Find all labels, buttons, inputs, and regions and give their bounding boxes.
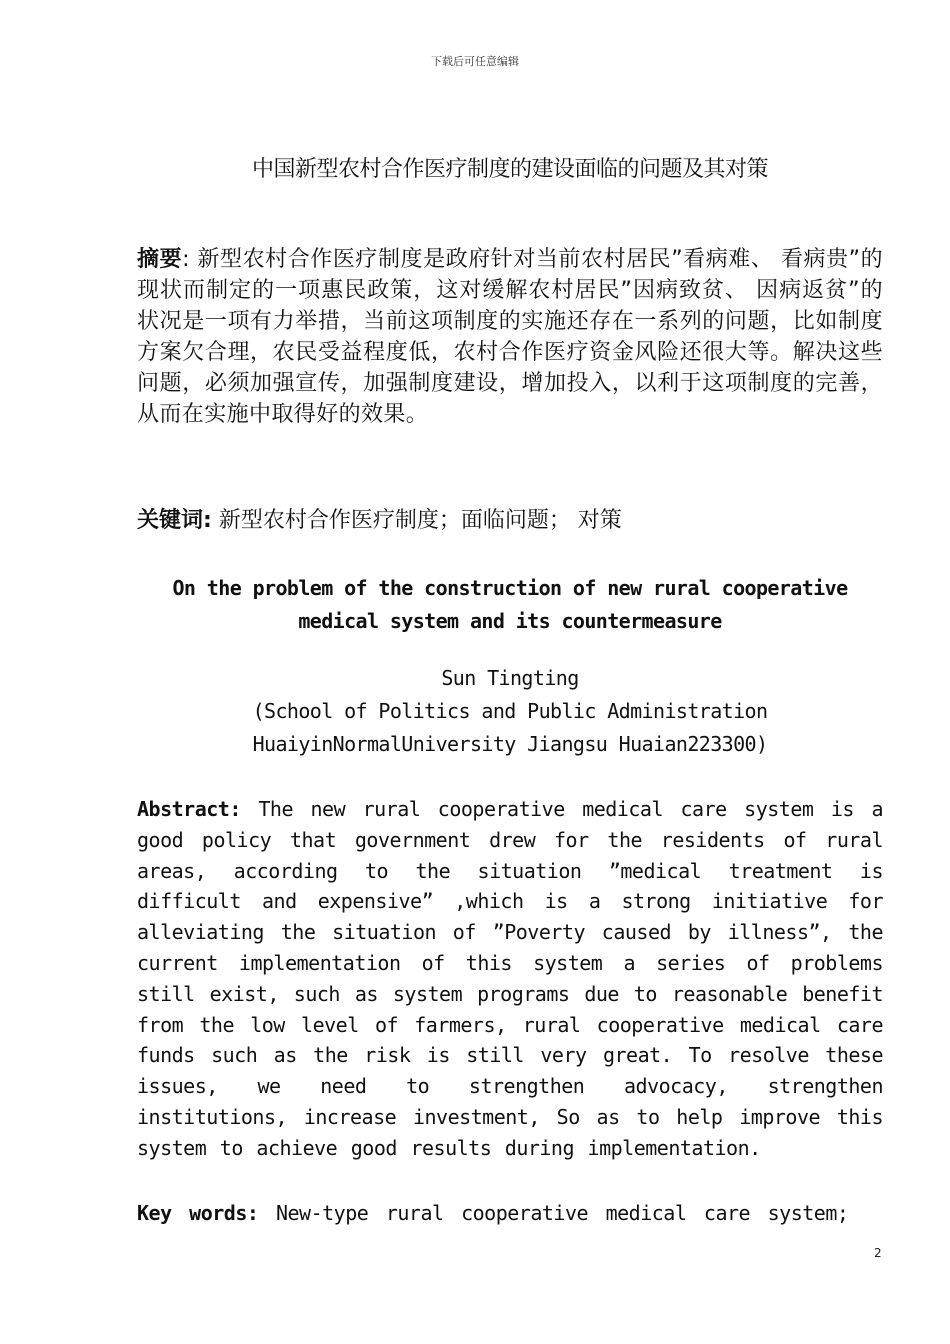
english-keywords-label: Key words: xyxy=(137,1201,259,1225)
english-keywords xyxy=(137,1198,897,1228)
english-keywords-text: New-type rural cooperative medical care system; xyxy=(275,1201,849,1225)
page-number: 2 xyxy=(874,1246,882,1260)
chinese-keywords-text: 新型农村合作医疗制度；面临问题； 对策 xyxy=(218,508,622,533)
chinese-keywords-label: 关键词: xyxy=(137,508,212,533)
chinese-keywords xyxy=(137,505,883,536)
english-abstract xyxy=(137,794,883,1164)
page-header-note: 下载后可任意编辑 xyxy=(431,55,519,68)
author-block xyxy=(137,662,883,761)
author-name: Sun Tingting xyxy=(441,666,579,690)
english-title xyxy=(137,572,883,638)
english-title-line-1: On the problem of the construction of new rural cooperative xyxy=(172,576,848,600)
chinese-abstract xyxy=(137,244,883,430)
chinese-abstract-separator: : xyxy=(182,247,190,272)
english-abstract-text: The new rural cooperative medical care system is a good policy that government drew for the residents of rural areas, according to the situation ”medical treatment is difficult and expensive” ,which is a strong initiative for alleviating the situation of ”Poverty caused by illness”, the current implementation of this system a series of problems still exist, such as system programs due to reasonable benefit from the low level of farmers, rural cooperative medical care funds such as the risk is still very great. To resolve these issues, we need to strengthen advocacy, strengthen institutions, increase investment, So as to help improve this system to achieve good results during implementation. xyxy=(137,797,883,1160)
affiliation-line-1: (School of Politics and Public Administration xyxy=(252,699,768,723)
chinese-abstract-text: 新型农村合作医疗制度是政府针对当前农村居民”看病难、 看病贵”的现状而制定的一项惠民政策，这对缓解农村居民”因病致贫、 因病返贫”的状况是一项有力举措，当前这项制度的实施还存在一系列的问题，比如制度方案欠合理，农民受益程度低，农村合作医疗资金风险还很大等。解决这些问题，必须加强宣传，加强制度建设，增加投入，以利于这项制度的完善，从而在实施中取得好的效果。 xyxy=(137,247,883,427)
chinese-abstract-label: 摘要 xyxy=(137,247,183,272)
english-abstract-label: Abstract: xyxy=(137,797,241,821)
affiliation-line-2: HuaiyinNormalUniversity Jiangsu Huaian223300) xyxy=(252,732,768,756)
chinese-title: 中国新型农村合作医疗制度的建设面临的问题及其对策 xyxy=(251,157,768,182)
english-title-line-2: medical system and its countermeasure xyxy=(298,609,722,633)
